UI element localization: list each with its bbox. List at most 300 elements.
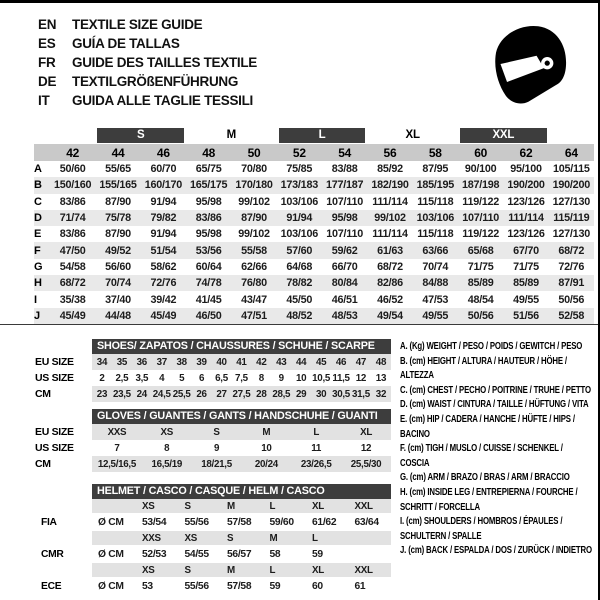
measure-cell: 70/80 bbox=[241, 163, 267, 176]
shoe-us-cell: 6 bbox=[198, 372, 205, 384]
measure-cell: 84/88 bbox=[413, 275, 458, 291]
shoe-cm-cell: 29 bbox=[291, 386, 311, 402]
helmet-value-cell: 57/58 bbox=[227, 580, 252, 592]
row-key: J bbox=[34, 308, 50, 324]
measure-cell: 70/74 bbox=[95, 275, 140, 291]
measure-cell: 95/98 bbox=[195, 195, 222, 208]
measure-cell: 55/58 bbox=[231, 242, 276, 258]
shoe-us-cell: 11,5 bbox=[332, 372, 350, 384]
row-key: E bbox=[34, 228, 42, 241]
measure-cell: 50/60 bbox=[59, 163, 86, 176]
helmet-size-cell: M bbox=[221, 563, 264, 577]
measure-cell: 49/55 bbox=[513, 293, 539, 306]
measure-cell: 68/72 bbox=[377, 260, 403, 273]
shoe-us-cell: 8 bbox=[258, 372, 264, 384]
shoe-us-cell: 12 bbox=[355, 372, 367, 384]
shoe-eu-cell: 34 bbox=[92, 354, 112, 370]
helmet-value-cell: 61 bbox=[354, 580, 366, 592]
table-row-h bbox=[34, 275, 594, 291]
cmr-sizes-row bbox=[35, 531, 391, 545]
shoe-us-cell: 7,5 bbox=[235, 372, 248, 384]
size-header-cell: 54 bbox=[322, 144, 367, 161]
helmet-size-cell: S bbox=[179, 499, 222, 513]
title-it bbox=[38, 91, 257, 110]
shoe-eu-cell: 45 bbox=[311, 354, 331, 370]
lang-title: GUIDE DES TAILLES TEXTILE bbox=[72, 55, 258, 70]
size-header-row bbox=[34, 144, 594, 161]
gloves-header-row bbox=[35, 409, 391, 424]
measure-cell: 111/114 bbox=[372, 195, 408, 208]
legend-item-a: A. (Kg) WEIGHT / PESO / POIDS / GEWITCH / PESO bbox=[400, 341, 583, 352]
measure-cell: 173/183 bbox=[277, 177, 322, 193]
measure-cell: 50/56 bbox=[558, 293, 585, 306]
measure-cell: 48/54 bbox=[467, 293, 494, 306]
measure-cell: 165/175 bbox=[186, 177, 231, 193]
helmet-size-cell: L bbox=[264, 499, 307, 513]
measure-cell: 47/50 bbox=[50, 242, 95, 258]
measure-cell: 41/45 bbox=[195, 293, 222, 306]
measure-cell: 99/102 bbox=[238, 228, 270, 241]
helmet-size-cell: XS bbox=[136, 563, 179, 577]
measure-cell: 83/86 bbox=[59, 228, 86, 241]
helmet-size-cell: XS bbox=[179, 531, 222, 545]
shoe-us-cell: 2 bbox=[99, 372, 105, 384]
shoe-cm-cell: 28 bbox=[251, 386, 271, 402]
measure-cell: 119/122 bbox=[462, 195, 499, 208]
measure-cell: 63/66 bbox=[413, 242, 458, 258]
title-de bbox=[38, 72, 257, 91]
glove-eu-cell: XXS bbox=[92, 424, 142, 440]
measure-cell: 85/92 bbox=[377, 163, 403, 176]
table-row-g bbox=[34, 259, 594, 275]
measure-cell: 91/94 bbox=[277, 210, 322, 226]
row-label: CM bbox=[35, 456, 92, 472]
helmet-value-cell: 61/62 bbox=[312, 516, 337, 528]
measure-cell: 46/52 bbox=[377, 293, 403, 306]
measure-cell: 72/76 bbox=[141, 275, 186, 291]
shoe-cm-cell: 25,5 bbox=[172, 386, 192, 402]
shoe-us-cell: 10,5 bbox=[312, 372, 331, 384]
title-en bbox=[38, 15, 257, 34]
helmet-size-cell: M bbox=[221, 499, 264, 513]
size-header-cell: 52 bbox=[277, 144, 322, 161]
legend-item-e: E. (cm) HIP / CADERA / HANCHE / HÜFTE / HIPS / BACINO bbox=[400, 413, 575, 440]
lang-code: ES bbox=[38, 36, 56, 51]
glove-eu-cell: XS bbox=[142, 424, 192, 440]
measure-cell: 45/50 bbox=[286, 293, 313, 306]
fia-values-row bbox=[35, 513, 391, 531]
shoe-eu-cell: 39 bbox=[192, 354, 212, 370]
helmet-value-cell: 59 bbox=[312, 548, 323, 560]
measure-cell: 79/82 bbox=[141, 210, 186, 226]
measure-cell: 160/170 bbox=[141, 177, 186, 193]
measure-cell: 123/126 bbox=[507, 228, 545, 241]
standard-label-ece: ECE bbox=[35, 577, 92, 595]
shoe-eu-cell: 41 bbox=[231, 354, 251, 370]
table-row-f bbox=[34, 242, 594, 258]
measure-cell: 51/54 bbox=[141, 242, 186, 258]
measure-cell: 48/53 bbox=[322, 308, 367, 324]
shoes-title: SHOES/ ZAPATOS / CHAUSSURES / SCHUHE / SCARPE bbox=[92, 339, 391, 354]
glove-us-cell: 9 bbox=[213, 442, 220, 454]
measure-cell: 115/118 bbox=[417, 228, 454, 241]
size-group-xxl: XXL bbox=[460, 128, 547, 143]
helmet-value-cell: 58 bbox=[269, 548, 281, 560]
legend-item-c: C. (cm) CHEST / PECHO / POITRINE / TRUHE / PETTO bbox=[400, 384, 591, 396]
measure-cell: 111/114 bbox=[503, 210, 548, 226]
fia-sizes-row bbox=[35, 499, 391, 513]
measure-cell: 87/91 bbox=[549, 275, 594, 291]
shoes-cm-row bbox=[35, 386, 391, 402]
legend-item-f: F. (cm) TIGH / MUSLO / CUISSE / SCHENKEL / COSCIA bbox=[400, 443, 563, 469]
measure-cell: 60/64 bbox=[195, 260, 222, 273]
diameter-label: Ø CM bbox=[98, 548, 124, 560]
measure-cell: 35/38 bbox=[59, 293, 86, 306]
measure-cell: 71/74 bbox=[50, 210, 95, 226]
standard-label-cmr: CMR bbox=[35, 545, 92, 563]
helmet-value-cell: 55/56 bbox=[184, 516, 209, 528]
shoe-cm-cell: 24 bbox=[132, 386, 152, 402]
measure-cell: 80/84 bbox=[322, 275, 367, 291]
shoe-us-cell: 5 bbox=[179, 372, 185, 384]
measure-cell: 39/42 bbox=[150, 293, 177, 306]
cmr-values-row bbox=[35, 545, 391, 563]
shoes-eu-row bbox=[35, 354, 391, 370]
lang-code: IT bbox=[38, 93, 50, 108]
size-header-cell: 46 bbox=[141, 144, 186, 161]
measure-cell: 71/75 bbox=[513, 260, 539, 273]
measure-cell: 123/126 bbox=[507, 195, 545, 208]
row-label: US SIZE bbox=[35, 440, 92, 456]
helmet-value-cell: 54/55 bbox=[184, 548, 209, 560]
legend-item-g: G. (cm) ARM / BRAZO / BRAS / ARM / BRACCIO bbox=[400, 472, 570, 484]
shoe-cm-cell: 28,5 bbox=[271, 386, 291, 402]
standard-label-fia: FIA bbox=[35, 513, 92, 531]
shoe-cm-cell: 23 bbox=[92, 386, 112, 402]
measure-cell: 150/160 bbox=[50, 177, 95, 193]
racing-helmet-icon bbox=[489, 17, 571, 111]
row-key: B bbox=[34, 177, 50, 193]
shoe-cm-cell: 30,5 bbox=[331, 386, 351, 402]
glove-us-cell: 8 bbox=[164, 442, 170, 454]
measure-cell: 53/56 bbox=[186, 242, 231, 258]
shoe-cm-cell: 23,5 bbox=[112, 386, 132, 402]
gloves-title: GLOVES / GUANTES / GANTS / HANDSCHUHE / GUANTI bbox=[92, 409, 391, 424]
helmet-value-cell: 59 bbox=[269, 580, 281, 592]
shoe-eu-cell: 35 bbox=[112, 354, 132, 370]
measure-cell: 190/200 bbox=[503, 177, 548, 193]
table-row-a bbox=[34, 161, 594, 177]
measure-cell: 95/100 bbox=[510, 163, 542, 176]
ece-sizes-row bbox=[35, 563, 391, 577]
shoe-us-cell: 13 bbox=[375, 372, 387, 384]
size-group-m: M bbox=[226, 129, 236, 141]
glove-cm-cell: 18/21,5 bbox=[192, 456, 242, 472]
measure-cell: 71/75 bbox=[467, 260, 494, 273]
row-key: D bbox=[34, 210, 50, 226]
gloves-cm-row bbox=[35, 456, 391, 472]
measure-cell: 87/90 bbox=[105, 195, 131, 208]
shoe-cm-cell: 27,5 bbox=[231, 386, 251, 402]
glove-us-cell: 7 bbox=[114, 442, 120, 454]
measure-cell: 90/100 bbox=[464, 163, 497, 176]
row-label: US SIZE bbox=[35, 370, 92, 386]
shoe-eu-cell: 47 bbox=[351, 354, 371, 370]
measure-cell: 103/106 bbox=[413, 210, 458, 226]
title-fr bbox=[38, 53, 257, 72]
measure-cell: 46/50 bbox=[186, 308, 231, 324]
glove-cm-cell: 20/24 bbox=[241, 456, 291, 472]
helmet-size-cell: XXS bbox=[136, 531, 179, 545]
measure-cell: 170/180 bbox=[231, 177, 276, 193]
shoe-us-cell: 3,5 bbox=[135, 372, 149, 384]
size-header-cell: 44 bbox=[95, 144, 140, 161]
measure-cell: 103/106 bbox=[280, 195, 318, 208]
helmet-value-cell: 52/53 bbox=[142, 548, 167, 560]
helmet-value-cell: 60 bbox=[312, 580, 323, 592]
helmet-size-cell: S bbox=[221, 531, 264, 545]
measure-cell: 115/118 bbox=[417, 195, 454, 208]
helmet-value-cell: 53/54 bbox=[142, 516, 167, 528]
section-divider bbox=[0, 324, 600, 325]
measure-cell: 185/195 bbox=[413, 177, 458, 193]
measure-cell: 52/58 bbox=[549, 308, 594, 324]
helmet-value-cell bbox=[349, 545, 392, 563]
glove-us-cell: 12 bbox=[360, 442, 372, 454]
measure-cell: 87/90 bbox=[231, 210, 276, 226]
shoe-cm-cell: 30 bbox=[311, 386, 331, 402]
shoe-eu-cell: 38 bbox=[172, 354, 192, 370]
shoe-cm-cell: 31,5 bbox=[351, 386, 371, 402]
measure-cell: 37/40 bbox=[105, 293, 131, 306]
glove-cm-cell: 12,5/16,5 bbox=[92, 456, 142, 472]
helmet-value-cell: 55/56 bbox=[184, 580, 209, 592]
measure-cell: 49/55 bbox=[413, 308, 458, 324]
measure-cell: 49/54 bbox=[367, 308, 412, 324]
size-group-xl: XL bbox=[405, 129, 420, 141]
measure-cell: 177/187 bbox=[322, 177, 367, 193]
measurement-legend bbox=[400, 340, 593, 559]
measure-cell: 76/80 bbox=[231, 275, 276, 291]
measure-cell: 155/165 bbox=[95, 177, 140, 193]
helmet-size-cell bbox=[349, 531, 392, 545]
measure-cell: 91/94 bbox=[150, 195, 177, 208]
helmet-size-cell: L bbox=[264, 563, 307, 577]
size-header-cell: 64 bbox=[549, 144, 594, 161]
helmet-size-cell: XS bbox=[136, 499, 179, 513]
row-label: EU SIZE bbox=[35, 424, 92, 440]
helmet-value-cell: 59/60 bbox=[269, 516, 294, 528]
measure-cell: 87/95 bbox=[422, 163, 449, 176]
helmet-value-cell: 53 bbox=[142, 580, 153, 592]
helmet-size-cell: XL bbox=[306, 499, 349, 513]
glove-us-cell: 10 bbox=[261, 442, 272, 454]
measure-cell: 50/56 bbox=[458, 308, 503, 324]
measure-cell: 91/94 bbox=[150, 228, 177, 241]
measure-cell: 82/86 bbox=[367, 275, 412, 291]
shoes-size-table bbox=[35, 339, 391, 402]
diameter-label: Ø CM bbox=[98, 516, 124, 528]
glove-eu-cell: M bbox=[241, 424, 291, 440]
legend-item-h: H. (cm) INSIDE LEG / ENTREPIERNA / FOURCHE / SCHRITT / FORCELLA bbox=[400, 486, 578, 513]
measure-cell: 49/52 bbox=[95, 242, 140, 258]
gloves-eu-row bbox=[35, 424, 391, 440]
measure-cell: 58/62 bbox=[150, 260, 177, 273]
size-header-cell: 42 bbox=[50, 144, 95, 161]
glove-cm-cell: 23/26,5 bbox=[291, 456, 341, 472]
measure-cell: 66/70 bbox=[331, 260, 358, 273]
legend-item-j: J. (cm) BACK / ESPALDA / DOS / ZURÜCK / INDIETRO bbox=[400, 545, 592, 557]
shoes-us-row bbox=[35, 370, 391, 386]
measure-cell: 72/76 bbox=[558, 260, 585, 273]
size-header-cell: 56 bbox=[367, 144, 412, 161]
measure-cell: 187/198 bbox=[458, 177, 503, 193]
glove-us-cell: 11 bbox=[311, 442, 322, 454]
size-header-cell: 48 bbox=[186, 144, 231, 161]
legend-item-i: I. (cm) SHOULDERS / HOMBROS / ÉPAULES / SCHULTERN / SPALLE bbox=[400, 516, 563, 542]
measure-cell: 182/190 bbox=[367, 177, 412, 193]
measure-cell: 99/102 bbox=[367, 210, 412, 226]
table-row-e bbox=[34, 226, 594, 242]
measure-cell: 107/110 bbox=[326, 195, 363, 208]
table-row-c bbox=[34, 194, 594, 210]
helmet-value-cell: 56/57 bbox=[227, 548, 252, 560]
row-key: F bbox=[34, 242, 50, 258]
measure-cell: 44/48 bbox=[95, 308, 140, 324]
measure-cell: 65/68 bbox=[458, 242, 503, 258]
lang-code: EN bbox=[38, 17, 57, 32]
measure-cell: 105/115 bbox=[552, 163, 590, 176]
legend-item-d: D. (cm) WAIST / CINTURA / TAILLE / HÜFTUNG / VITA bbox=[400, 399, 589, 411]
row-key: I bbox=[34, 293, 37, 306]
gloves-size-table bbox=[35, 409, 391, 472]
shoe-us-cell: 4 bbox=[159, 372, 165, 384]
size-header-cell: 58 bbox=[413, 144, 458, 161]
row-label: CM bbox=[35, 386, 92, 402]
measure-cell: 47/53 bbox=[422, 293, 449, 306]
size-group-l: L bbox=[279, 128, 366, 143]
size-group-s: S bbox=[97, 128, 184, 143]
measure-cell: 83/86 bbox=[186, 210, 231, 226]
measure-cell: 51/56 bbox=[503, 308, 548, 324]
measure-cell: 99/102 bbox=[238, 195, 270, 208]
measure-cell: 68/72 bbox=[50, 275, 95, 291]
measure-cell: 107/110 bbox=[326, 228, 363, 241]
shoe-cm-cell: 32 bbox=[371, 386, 391, 402]
helmet-size-cell: XL bbox=[306, 563, 349, 577]
lang-code: DE bbox=[38, 74, 57, 89]
glove-eu-cell: XL bbox=[341, 424, 391, 440]
measure-cell: 107/110 bbox=[458, 210, 503, 226]
measure-cell: 75/85 bbox=[286, 163, 313, 176]
shoe-us-cell: 9 bbox=[278, 372, 284, 384]
shoe-eu-cell: 36 bbox=[132, 354, 152, 370]
helmet-size-cell: XXL bbox=[349, 563, 392, 577]
measure-cell: 54/58 bbox=[59, 260, 86, 273]
size-group-row bbox=[34, 127, 594, 144]
measure-cell: 43/47 bbox=[241, 293, 267, 306]
measure-cell: 127/130 bbox=[552, 195, 590, 208]
measure-cell: 78/82 bbox=[277, 275, 322, 291]
shoe-eu-cell: 40 bbox=[212, 354, 232, 370]
measure-cell: 46/51 bbox=[331, 293, 358, 306]
measure-cell: 47/51 bbox=[231, 308, 276, 324]
measure-cell: 87/90 bbox=[105, 228, 131, 241]
measure-cell: 111/114 bbox=[372, 228, 408, 241]
measure-cell: 190/200 bbox=[549, 177, 594, 193]
measure-cell: 119/122 bbox=[462, 228, 499, 241]
measure-cell: 127/130 bbox=[552, 228, 590, 241]
measure-cell: 60/70 bbox=[150, 163, 177, 176]
row-key: G bbox=[34, 260, 43, 273]
size-header-cell: 62 bbox=[503, 144, 548, 161]
measure-cell: 83/86 bbox=[59, 195, 86, 208]
lang-title: GUÍA DE TALLAS bbox=[72, 36, 180, 51]
measure-cell: 115/119 bbox=[549, 210, 594, 226]
title-es bbox=[38, 34, 257, 53]
measure-cell: 57/60 bbox=[277, 242, 322, 258]
helmet-size-table bbox=[35, 484, 391, 595]
measure-cell: 74/78 bbox=[186, 275, 231, 291]
ece-values-row bbox=[35, 577, 391, 595]
shoes-header-row bbox=[35, 339, 391, 354]
table-row-b bbox=[34, 177, 594, 193]
table-row-d bbox=[34, 210, 594, 226]
row-key: A bbox=[34, 163, 42, 176]
shoe-us-cell: 2,5 bbox=[115, 372, 129, 384]
helmet-size-cell: S bbox=[179, 563, 222, 577]
shoe-eu-cell: 42 bbox=[251, 354, 271, 370]
measure-cell: 95/98 bbox=[322, 210, 367, 226]
gloves-us-row bbox=[35, 440, 391, 456]
diameter-label: Ø CM bbox=[98, 580, 124, 592]
shoe-eu-cell: 37 bbox=[152, 354, 172, 370]
measure-cell: 65/75 bbox=[195, 163, 222, 176]
legend-item-b: B. (cm) HEIGHT / ALTURA / HAUTEUR / HÖHE / ALTEZZA bbox=[400, 355, 567, 382]
shoe-eu-cell: 48 bbox=[371, 354, 391, 370]
shoe-eu-cell: 43 bbox=[271, 354, 291, 370]
lang-title: GUIDA ALLE TAGLIE TESSILI bbox=[72, 93, 253, 108]
measure-cell: 55/65 bbox=[105, 163, 131, 176]
measure-cell: 83/88 bbox=[331, 163, 358, 176]
shoe-us-cell: 6,5 bbox=[215, 372, 228, 384]
lang-title: TEXTILE SIZE GUIDE bbox=[72, 17, 203, 32]
measure-cell: 64/68 bbox=[286, 260, 313, 273]
measure-cell: 68/72 bbox=[549, 242, 594, 258]
helmet-title: HELMET / CASCO / CASQUE / HELM / CASCO bbox=[92, 484, 391, 499]
helmet-size-cell: XXL bbox=[349, 499, 392, 513]
glove-eu-cell: L bbox=[291, 424, 341, 440]
measure-cell: 62/66 bbox=[241, 260, 267, 273]
language-title-block bbox=[38, 15, 257, 110]
helmet-size-cell: L bbox=[306, 531, 349, 545]
size-header-cell: 50 bbox=[231, 144, 276, 161]
measure-cell: 85/89 bbox=[458, 275, 503, 291]
measure-cell: 95/98 bbox=[195, 228, 222, 241]
measure-cell: 59/62 bbox=[322, 242, 367, 258]
row-key: C bbox=[34, 195, 42, 208]
measure-cell: 56/60 bbox=[105, 260, 131, 273]
glove-cm-cell: 16,5/19 bbox=[142, 456, 192, 472]
size-header-cell: 60 bbox=[458, 144, 503, 161]
glove-eu-cell: S bbox=[192, 424, 242, 440]
helmet-value-cell: 57/58 bbox=[227, 516, 252, 528]
shoe-cm-cell: 26 bbox=[192, 386, 212, 402]
measure-cell: 48/52 bbox=[277, 308, 322, 324]
table-row-i bbox=[34, 291, 594, 307]
table-row-j bbox=[34, 308, 594, 324]
measure-cell: 45/49 bbox=[50, 308, 95, 324]
